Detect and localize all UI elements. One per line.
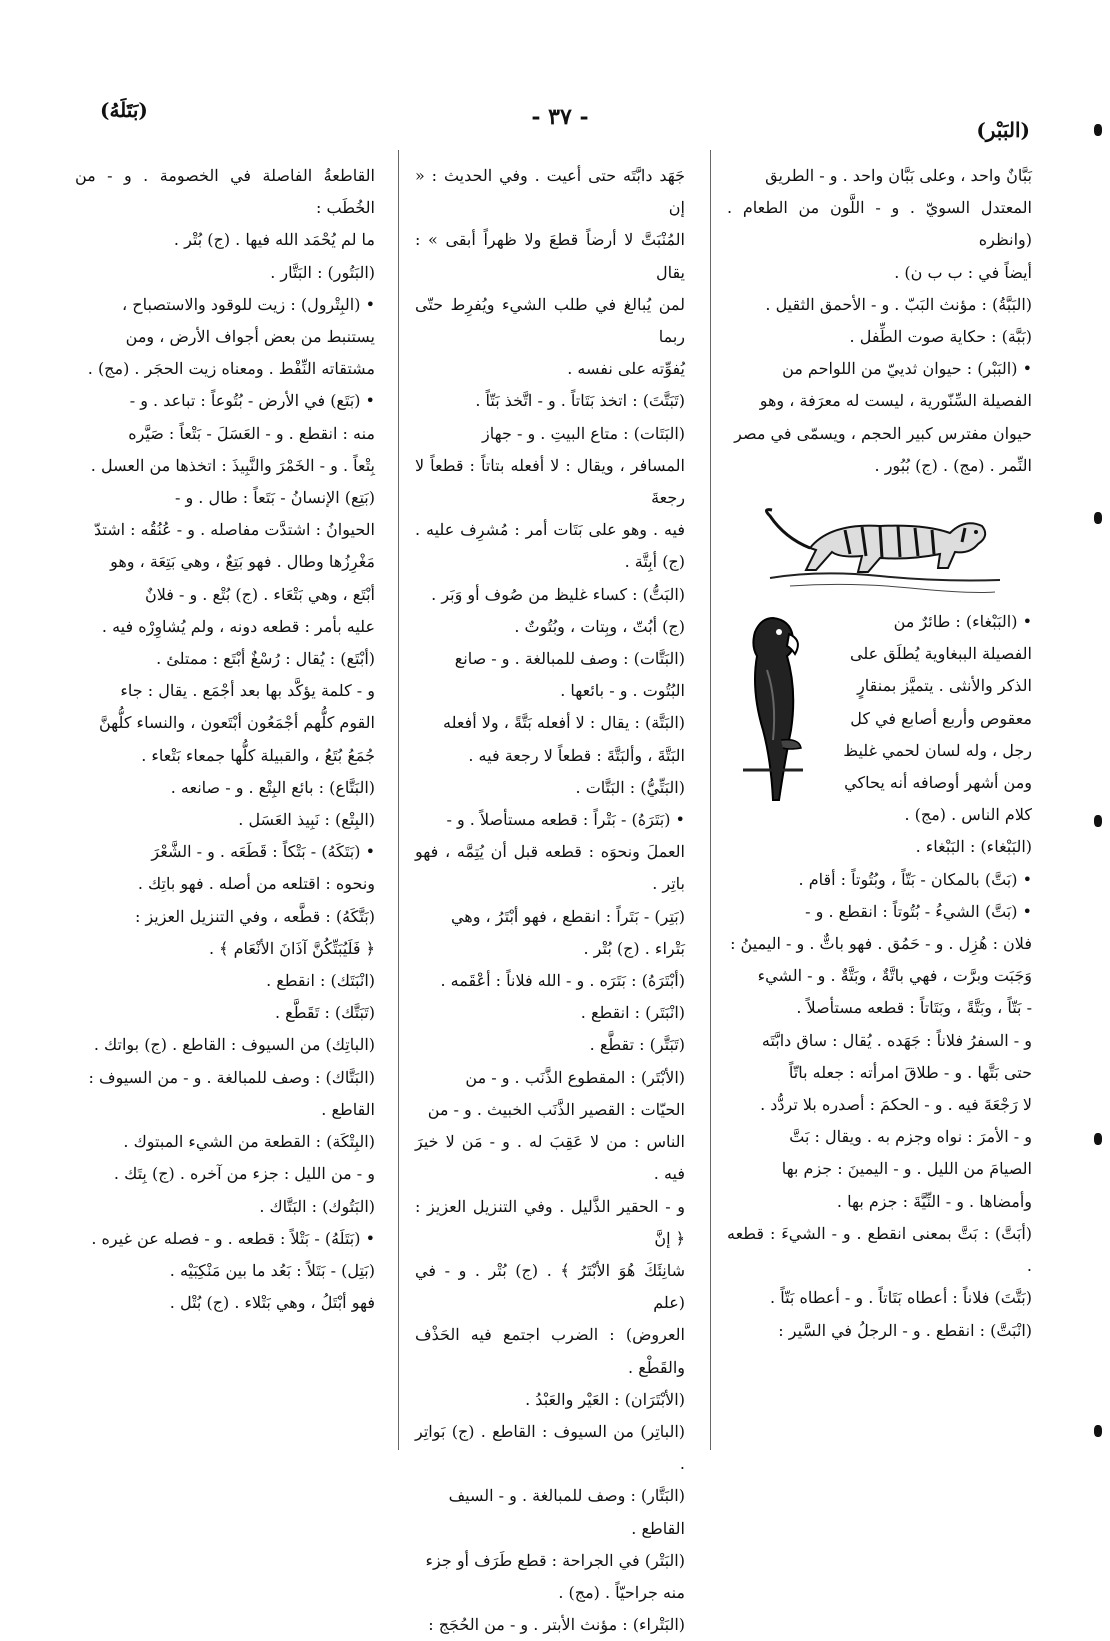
text-line: (البَبَّةُ) : مؤنث البَبّ . و - الأحمق الثقيل . [765, 294, 1032, 314]
text-line: (البَتَات) : متاع البيتِ . و - جهاز [482, 423, 685, 443]
text-line: • (البَبْغاء) : طائرٌ من [893, 612, 1032, 632]
tiger-illustration [750, 488, 1010, 598]
column-right [727, 160, 1032, 1450]
text-line: (تَبَتَّتَ) : اتخذ بَتَاتاً . و - اتَّخذ بَتّاً . [475, 391, 685, 411]
text-line: - بَتّاً ، وبَتَّةً ، وبَتَاتاً : قطعه مستأصلاً . [796, 998, 1032, 1018]
text-line: • (بَتَلَهُ) - بَتْلاً : قطعه . و - فصله عن غيره . [91, 1228, 375, 1248]
text-line: • (بَتَرَهُ) - بَتْراً : قطعه مستأصلاً . و - [446, 810, 685, 830]
text-line: (البَتُوك) : البَتَّاك . [259, 1196, 375, 1216]
text-line: كلام الناس . (مج) . [904, 805, 1032, 825]
text-line: مَغْرِزُها وطال . فهو بَتِعٌ ، وهي بَتِعَة ، وهو [110, 552, 375, 572]
text-line: (ج) أبُتّ ، وبِتات ، وبُتُوتٌ . [514, 616, 685, 636]
column-middle [415, 160, 685, 1635]
text-line: (البَبْغاء) : البَبْغاء . [915, 837, 1032, 857]
text-line: (البِتْكَة) : القطعة من الشيء المبتوك . [123, 1132, 375, 1152]
text-line: عليه بأمر : قطعه دونه ، ولم يُشاوِرْه فيه . [101, 616, 375, 636]
text-line: المسافر ، ويقال : لا أفعله بتاتاً : قطعاً لا رجعةَ [415, 455, 685, 508]
text-line: (أبْتَرَهُ) : بَتَرَه . و - الله فلاناً : أعْقَمه . [440, 971, 685, 991]
guide-word-last: (بَتَلَهُ) [100, 98, 148, 122]
scan-mark [1094, 1425, 1102, 1437]
text-line: أيضاً في : ب ب ن) . [894, 262, 1032, 282]
text-line: (بَتِل) - بَتَلاً : بَعُد ما بين مَنْكِبَيْه . [169, 1260, 375, 1280]
text-line: الحيوانُ : اشتدَّت مفاصله . و - عُنُقُه : اشتدّ [94, 520, 375, 540]
text-line: البَتَّةَ ، وألبَتَّةَ : قطعاً لا رجعة فيه . [468, 745, 685, 765]
text-line: (تَبَتَّك) : تَقَطَّع . [275, 1003, 375, 1023]
text-line: • (البَبْر) : حيوان ثدييّ من اللواحم من [782, 359, 1032, 379]
text-line: (بَتِع) الإنسانُ - بَتَعاً : طال . و - [174, 488, 375, 508]
text-line: (البَتَّاع) : بائع البِتْع . و - صانعه . [170, 777, 375, 797]
text-line: وأمضاها . و - النِّيَّةَ : جزم بها . [836, 1191, 1032, 1211]
text-line: حيوان مفترس كبير الحجم ، ويسمّى في مصر [734, 423, 1032, 443]
text-line: (بَتَّكَهُ) : قطَّعه ، وفي التنزيل العزيز : [134, 906, 375, 926]
text-line: ونحوه : اقتلعه من أصله . فهو باتِك . [137, 874, 375, 894]
text-line: الفصيلة السِّنّورية ، ليست له معرَفة ، وهو [759, 391, 1032, 411]
text-line: القاطعةُ الفاصلة في الخصومة . و - من الخُطَب : [75, 166, 375, 218]
text-line: (البَتَّار) : وصف للمبالغة . و - السيف [448, 1486, 685, 1506]
text-line: يستنبط من بعض أجواف الأرض ، ومن [125, 327, 375, 347]
entry-lines-bottom [727, 831, 1032, 1346]
text-line: (انْبَتَك) : انقطع . [266, 971, 375, 991]
text-line: و - السفرُ فلاناً : جَهَده . يُقال : ساق دابَّتَه [761, 1030, 1032, 1050]
text-line: فيه . وهو على بَتَات أمر : مُشرِف عليه . (ج) أبِتَّة . [415, 520, 685, 572]
text-line: جُمَعُ بُتَعُ ، والقبيلة كلُّها جمعاء بَتْعاء . [141, 745, 375, 765]
text-line: (بَتِر) - بَتَراً : انقطع ، فهو أبْتَرُ ، وهي [450, 906, 685, 926]
text-line: المعتدل السويّ . و - اللَّون من الطعام . (وانظره [727, 198, 1032, 250]
text-line: بَبَّانٌ واحد ، وعلى بَبَّان واحد . و - الطريق [765, 166, 1032, 185]
text-line: القاطع . [631, 1518, 685, 1538]
text-line: العروض) : الضرب اجتمع فيه الحَذْف والقَطْع . [415, 1325, 685, 1377]
text-line: و - من الليل : جزء من آخره . (ج) بِتَك . [113, 1164, 375, 1184]
text-line: يُفوِّته على نفسه . [567, 359, 685, 379]
scan-mark [1094, 124, 1102, 136]
text-line: الصيامَ من الليل . و - اليمينَ : جزم بها [781, 1159, 1032, 1179]
parrot-illustration [733, 610, 811, 805]
text-line: • (البِتْرول) : زيت للوقود والاستصباح ، [122, 294, 375, 314]
text-line: الفصيلة الببغاوية يُطلَق على [850, 644, 1032, 664]
text-line: (أبْتَع) : يُقال : رُسْغٌ أبْتَع : ممتلئ . [156, 649, 375, 669]
column-left [75, 160, 375, 1450]
text-line: (بَتَّتَ) فلاناً : أعطاه بَتَاتاً . و - أعطاه بَتّاً . [770, 1288, 1032, 1308]
text-line: (بَبَّة) : حكاية صوت الطِّفل . [849, 327, 1032, 347]
text-line: (انْبَتَّ) : انقطع . و - الرجلُ في السَّير : [778, 1320, 1032, 1340]
scan-mark [1094, 512, 1102, 524]
text-line: (البَتَّة) : يقال : لا أفعله بَتَّةً ، ولا أفعله [442, 713, 685, 733]
text-line: (البِتْع) : نَبِيذ العَسَل . [238, 810, 375, 830]
text-line: جَهَد دابَّتَه حتى أعيت . وفي الحديث : « إن [415, 166, 685, 218]
text-line: • (بَتَّ) الشيءُ - بُتُوتاً : انقطع . و - [805, 901, 1032, 921]
text-line: العملَ ونحوَه : قطعه قبل أن يُتِمَّه ، فهو باتِر . [415, 842, 685, 894]
text-line: بِتْعاً . و - الخَمْرَ والنَّبِيذَ : اتخذها من العسل . [90, 455, 375, 475]
text-line: القاطع . [321, 1099, 375, 1119]
text-line: فهو أبْتَلُ ، وهي بَتْلاء . (ج) بُتْل . [169, 1293, 375, 1313]
text-line: (تَبَتَّر) : تقطَّع . [589, 1035, 685, 1055]
text-line: بَتْراء . (ج) بُتْر . [583, 938, 685, 958]
page-number: - ٣٧ - [531, 104, 589, 130]
text-line: (الأبْتَر) : المقطوع الذَّنَب . و - من [465, 1067, 685, 1087]
text-line: أبْتَع ، وهي بَتْعَاء . (ج) بُتْع . و - فلانٌ [144, 584, 375, 604]
text-line: منه جراحيّاً . (مج) . [558, 1582, 685, 1602]
text-line: و - الحقير الذَّليل . وفي التنزيل العزيز : ﴿ إنَّ [415, 1196, 685, 1248]
text-line: لا رَجْعَةَ فيه . و - الحكمَ : أصدره بلا تردُّد . [760, 1095, 1032, 1115]
text-line: (البَتُور) : البَتَّار . [270, 262, 375, 282]
parrot-entry [727, 606, 1032, 831]
text-line: و - كلمة يؤكَّد بها بعد أجْمَع . يقال : جاء [120, 681, 375, 701]
text-line: القوم كلُّهم أجْمَعُون أبْتَعون ، والنساء كلُّهنَّ [99, 713, 375, 733]
text-line: حتى بَتَّها . و - طلاقَ امرأته : جعله باتّاً [788, 1062, 1032, 1082]
text-line: فلان : هُزِل . و - حَمُق . فهو باتٌّ . و - اليمينُ : [730, 934, 1032, 954]
text-line: (الباتِك) من السيوف : القاطع . (ج) بواتك . [93, 1035, 375, 1055]
text-line: وَجَبَت وبرَّت ، فهي باتَّةٌ ، وبَتَّةٌ . و - الشيء [757, 966, 1032, 986]
text-line: الناس : من لا عَقِبَ له . و - مَن لا خيرَ فيه . [415, 1132, 685, 1184]
text-line: الحيّات : القصير الذَّنَب الخبيث . و - من [427, 1099, 685, 1119]
text-line: رجل ، وله لسان لحمي غليظ [843, 740, 1032, 760]
text-line: (البَتْراء) : مؤنث الأبتر . و - من الحُجَج : [428, 1615, 685, 1635]
text-line: (الأبْتَرَان) : العَيْر والعَبْدُ . [525, 1389, 685, 1409]
text-line: شانِئَكَ هُوَ الأبْتَرُ ﴾ . (ج) بُتْر . و - في (علم [415, 1260, 685, 1313]
text-line: الذكر والأنثى . يتميَّز بمنقارٍ [857, 676, 1032, 696]
text-line: (أبَتَّ) : بَتَّ بمعنى انقطع . و - الشيءَ : قطعه . [727, 1223, 1032, 1276]
text-line: ومن أشهر أوصافه أنه يحاكي [844, 773, 1032, 793]
text-line: و - الأمرَ : نواه وجزم به . ويقال : بَتَّ [789, 1127, 1032, 1147]
text-line: (البَتْر) في الجراحة : قطع طَرَف أو جزء [425, 1550, 685, 1570]
text-line: • (بَتَكَهُ) - بَتْكاً : قَطَعَه . و - الشَّعْرَ [151, 842, 375, 862]
text-line: مشتقاته النِّفْط . ومعناه زيت الحجَر . (مج) . [87, 359, 375, 379]
scan-mark [1094, 815, 1102, 827]
guide-word-first: (البَبْر) [976, 118, 1030, 142]
text-line: (الباتِر) من السيوف : القاطع . (ج) بَواتِر . [415, 1421, 685, 1474]
text-line: معقوص وأربع أصابع في كل [850, 708, 1032, 728]
text-line: المُنْبَتَّ لا أرضاً قطعَ ولا ظهراً أبقى » : يقال [415, 230, 685, 282]
text-line: النِّمر . (مج) . (ج) بُبُور . [874, 455, 1032, 475]
text-line: (البَتُّ) : كساء غليظ من صُوف أو وَبَر . [431, 584, 685, 604]
text-line: • (بَتَّ) بالمكان - بَتّاً ، وبُتُوتاً : أقام . [798, 869, 1032, 889]
scan-mark [1094, 1133, 1102, 1145]
text-line: (البَتِّيُّ) : البَتَّات . [575, 777, 685, 797]
text-line: (انْبَتَر) : انقطع . [580, 1003, 685, 1023]
text-line: ما لم يُحْمَد الله فيها . (ج) بُتْر . [173, 230, 375, 250]
column-divider [398, 150, 399, 1450]
text-line: لمن يُبالغ في طلب الشيء ويُفرِط حتّى ربما [415, 294, 685, 347]
text-line: (البَتَّاك) : وصف للمبالغة . و - من السيوف : [88, 1067, 375, 1087]
entry-lines-top [727, 160, 1032, 482]
page-header [80, 96, 1040, 142]
column-divider [710, 150, 711, 1450]
text-line: • (بَتَع) في الأرض - بُتُوعاً : تباعد . و - [129, 391, 375, 411]
text-line: (البَتَّات) : وصف للمبالغة . و - صانع [454, 649, 685, 669]
text-line: البُتُوت . و - بائعها . [560, 681, 685, 701]
text-line: منه : انقطع . و - العَسَلَ - بَتْعاً : صَيَّره [128, 423, 375, 443]
text-line: ﴿ فَلَيُبَتِّكُنَّ آذَانَ الأنْعَام ﴾ . [209, 938, 375, 958]
